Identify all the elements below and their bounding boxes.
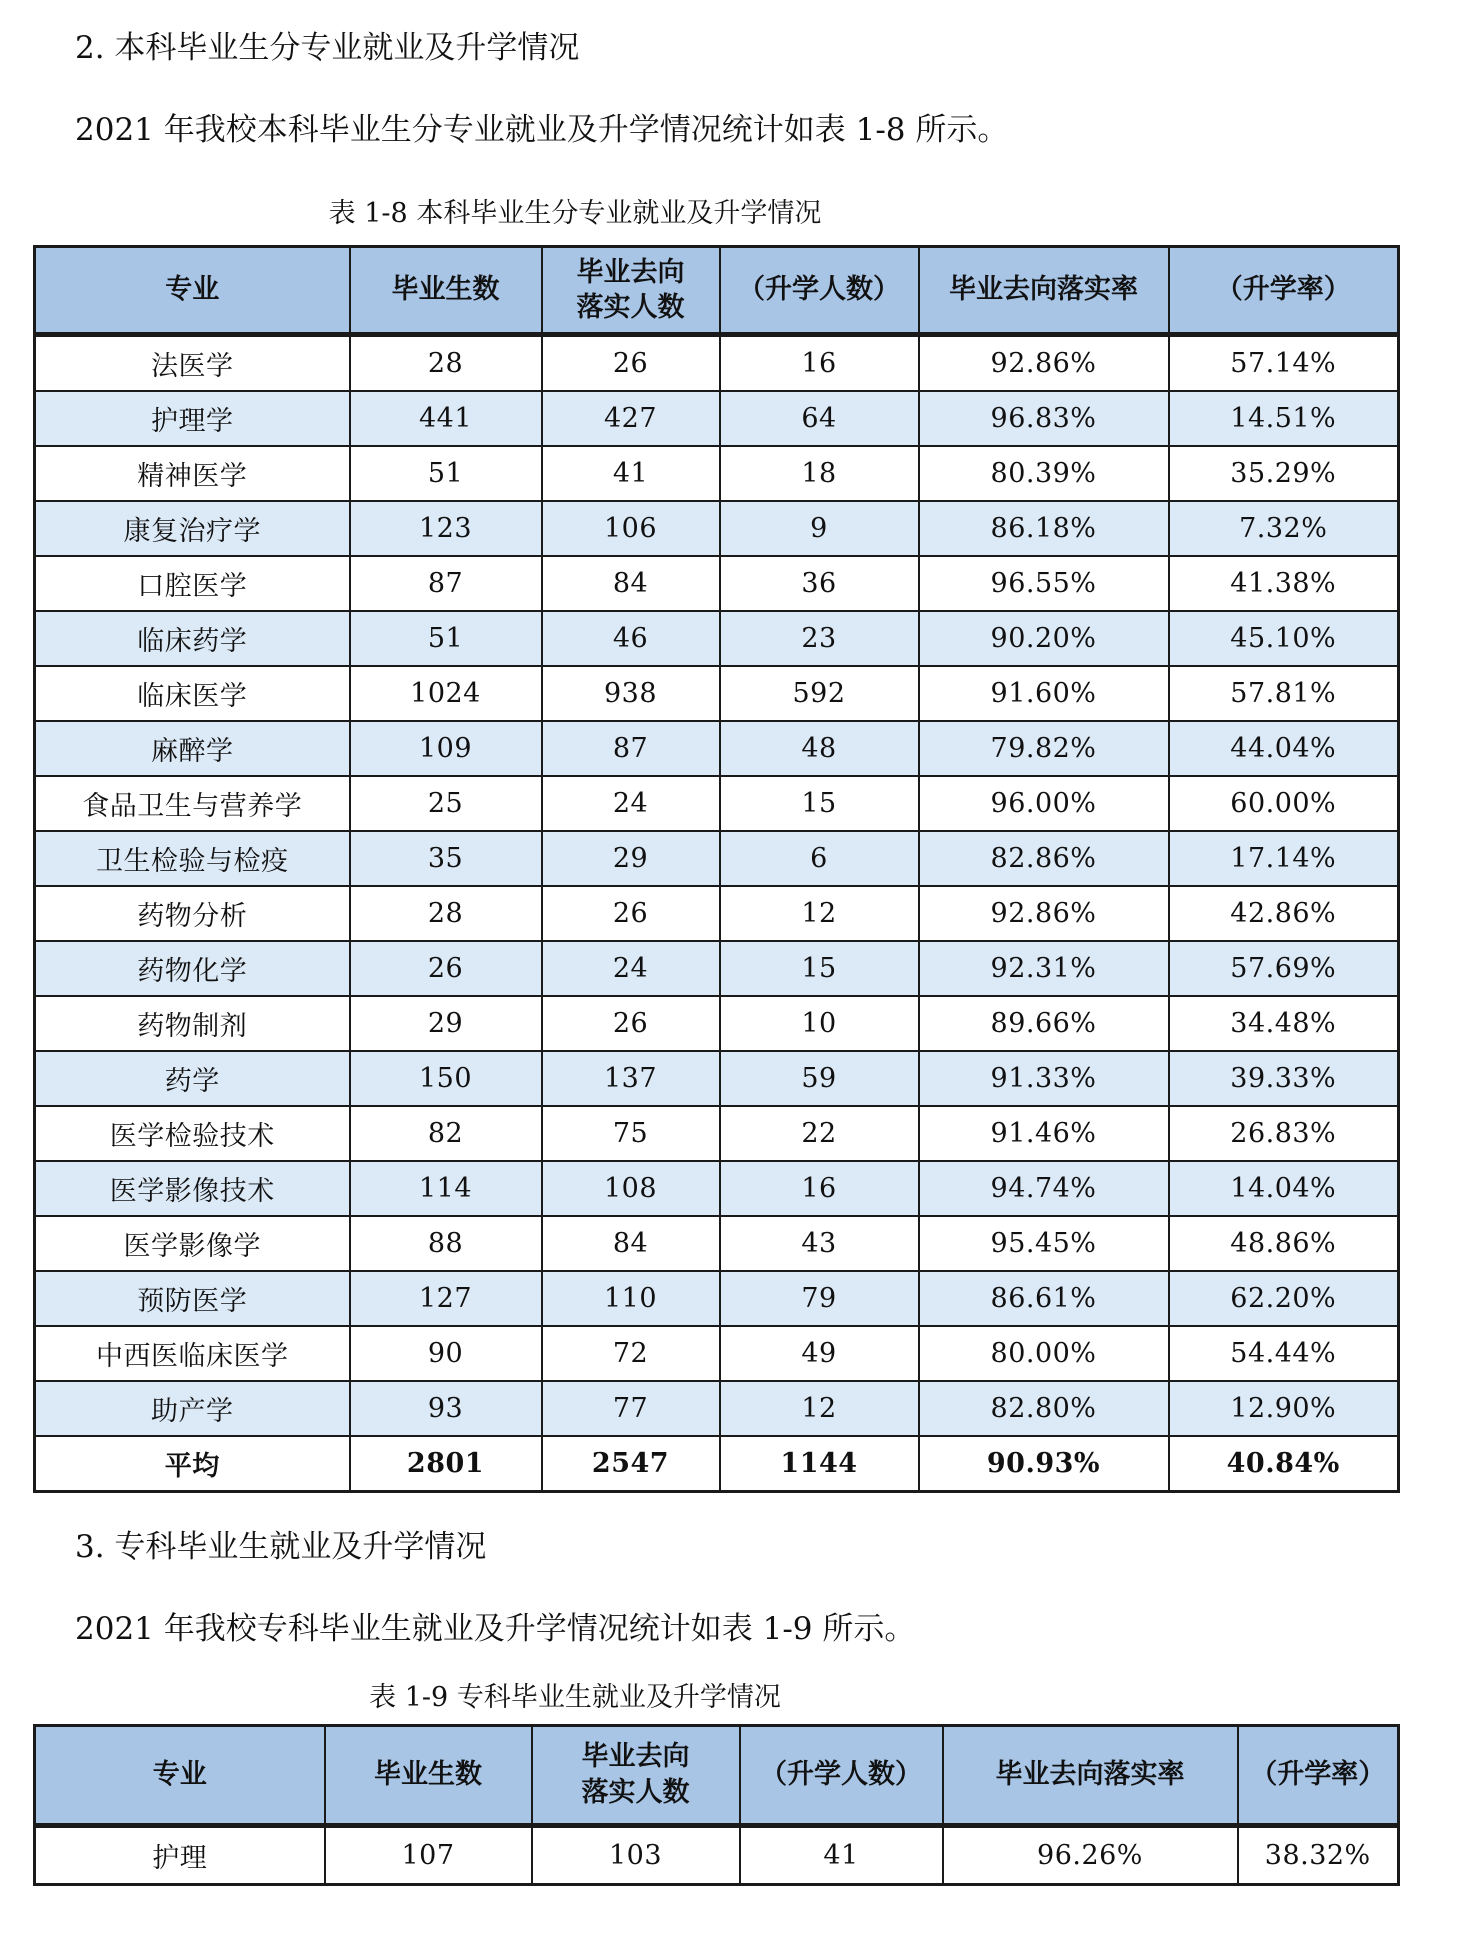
- value-cell: 87: [350, 556, 542, 611]
- major-name-cell: 预防医学: [35, 1271, 350, 1326]
- value-cell: 49: [720, 1326, 919, 1381]
- table-row: [35, 446, 1399, 501]
- table-1-9-body: [35, 1825, 1399, 1884]
- table-row: [35, 501, 1399, 556]
- value-cell: 82: [350, 1106, 542, 1161]
- column-header-line: 落实人数: [576, 291, 685, 323]
- value-cell: 75: [542, 1106, 720, 1161]
- table-row: [35, 611, 1399, 666]
- value-cell: 92.86%: [919, 886, 1169, 941]
- section-3-heading: 3. 专科毕业生就业及升学情况: [75, 1528, 487, 1565]
- column-header-line: （升学人数）: [738, 274, 900, 306]
- table-row: [35, 776, 1399, 831]
- value-cell: 2801: [350, 1436, 542, 1492]
- value-cell: 92.31%: [919, 941, 1169, 996]
- value-cell: 12: [720, 1381, 919, 1436]
- table-1-9: [33, 1724, 1400, 1886]
- table-row: [35, 941, 1399, 996]
- major-name-cell: 中西医临床医学: [35, 1326, 350, 1381]
- value-cell: 6: [720, 831, 919, 886]
- value-cell: 62.20%: [1169, 1271, 1399, 1326]
- value-cell: 12.90%: [1169, 1381, 1399, 1436]
- value-cell: 427: [542, 391, 720, 446]
- value-cell: 16: [720, 1161, 919, 1216]
- value-cell: 57.81%: [1169, 666, 1399, 721]
- value-cell: 1024: [350, 666, 542, 721]
- column-header: [35, 1725, 325, 1825]
- table-row: [35, 1271, 1399, 1326]
- table-row: [35, 996, 1399, 1051]
- table-row: [35, 1381, 1399, 1436]
- value-cell: 26.83%: [1169, 1106, 1399, 1161]
- table-1-9-header: [35, 1725, 1399, 1825]
- value-cell: 86.61%: [919, 1271, 1169, 1326]
- table-row: [35, 886, 1399, 941]
- value-cell: 36: [720, 556, 919, 611]
- value-cell: 22: [720, 1106, 919, 1161]
- column-header: [532, 1725, 740, 1825]
- value-cell: 57.14%: [1169, 334, 1399, 391]
- header-row: [35, 1725, 1399, 1825]
- value-cell: 40.84%: [1169, 1436, 1399, 1492]
- major-name-cell: 平均: [35, 1436, 350, 1492]
- major-name-cell: 药物制剂: [35, 996, 350, 1051]
- value-cell: 39.33%: [1169, 1051, 1399, 1106]
- column-header-line: 毕业生数: [374, 1759, 482, 1791]
- major-name-cell: 医学影像技术: [35, 1161, 350, 1216]
- value-cell: 15: [720, 776, 919, 831]
- value-cell: 79.82%: [919, 721, 1169, 776]
- value-cell: 23: [720, 611, 919, 666]
- table-1-8-body: [35, 334, 1399, 1491]
- major-name-cell: 精神医学: [35, 446, 350, 501]
- value-cell: 28: [350, 334, 542, 391]
- value-cell: 41.38%: [1169, 556, 1399, 611]
- major-name-cell: 食品卫生与营养学: [35, 776, 350, 831]
- major-name-cell: 医学检验技术: [35, 1106, 350, 1161]
- value-cell: 127: [350, 1271, 542, 1326]
- value-cell: 77: [542, 1381, 720, 1436]
- value-cell: 9: [720, 501, 919, 556]
- column-header: [35, 246, 350, 334]
- value-cell: 82.86%: [919, 831, 1169, 886]
- value-cell: 103: [532, 1825, 740, 1884]
- value-cell: 17.14%: [1169, 831, 1399, 886]
- value-cell: 15: [720, 941, 919, 996]
- major-name-cell: 法医学: [35, 334, 350, 391]
- value-cell: 110: [542, 1271, 720, 1326]
- value-cell: 86.18%: [919, 501, 1169, 556]
- column-header-line: 毕业生数: [391, 274, 500, 306]
- value-cell: 72: [542, 1326, 720, 1381]
- value-cell: 41: [740, 1825, 943, 1884]
- value-cell: 34.48%: [1169, 996, 1399, 1051]
- value-cell: 10: [720, 996, 919, 1051]
- column-header-line: （升学率）: [1215, 274, 1351, 306]
- value-cell: 64: [720, 391, 919, 446]
- value-cell: 91.46%: [919, 1106, 1169, 1161]
- value-cell: 1144: [720, 1436, 919, 1492]
- value-cell: 29: [350, 996, 542, 1051]
- value-cell: 89.66%: [919, 996, 1169, 1051]
- value-cell: 18: [720, 446, 919, 501]
- value-cell: 54.44%: [1169, 1326, 1399, 1381]
- value-cell: 90.20%: [919, 611, 1169, 666]
- value-cell: 12: [720, 886, 919, 941]
- table-row: [35, 391, 1399, 446]
- column-header: [1238, 1725, 1399, 1825]
- value-cell: 92.86%: [919, 334, 1169, 391]
- value-cell: 592: [720, 666, 919, 721]
- table-row: [35, 1825, 1399, 1884]
- column-header-line: 专业: [152, 1759, 207, 1791]
- value-cell: 96.26%: [943, 1825, 1238, 1884]
- value-cell: 29: [542, 831, 720, 886]
- value-cell: 35.29%: [1169, 446, 1399, 501]
- value-cell: 16: [720, 334, 919, 391]
- major-name-cell: 助产学: [35, 1381, 350, 1436]
- value-cell: 45.10%: [1169, 611, 1399, 666]
- value-cell: 137: [542, 1051, 720, 1106]
- value-cell: 46: [542, 611, 720, 666]
- column-header-line: 毕业去向: [581, 1741, 690, 1773]
- column-header: [943, 1725, 1238, 1825]
- value-cell: 51: [350, 611, 542, 666]
- section-3-intro: 2021 年我校专科毕业生就业及升学情况统计如表 1-9 所示。: [75, 1610, 916, 1647]
- value-cell: 88: [350, 1216, 542, 1271]
- value-cell: 90: [350, 1326, 542, 1381]
- value-cell: 94.74%: [919, 1161, 1169, 1216]
- header-row: [35, 246, 1399, 334]
- major-name-cell: 药学: [35, 1051, 350, 1106]
- value-cell: 25: [350, 776, 542, 831]
- value-cell: 96.55%: [919, 556, 1169, 611]
- table-row: [35, 1161, 1399, 1216]
- column-header: [720, 246, 919, 334]
- value-cell: 80.39%: [919, 446, 1169, 501]
- column-header-line: （升学率）: [1250, 1759, 1386, 1791]
- value-cell: 82.80%: [919, 1381, 1169, 1436]
- value-cell: 59: [720, 1051, 919, 1106]
- table-row: [35, 721, 1399, 776]
- column-header-line: 专业: [165, 274, 220, 306]
- column-header-line: 毕业去向落实率: [949, 274, 1138, 306]
- table-row: [35, 1216, 1399, 1271]
- section-2-heading: 2. 本科毕业生分专业就业及升学情况: [75, 30, 580, 66]
- value-cell: 84: [542, 1216, 720, 1271]
- table-row: [35, 831, 1399, 886]
- value-cell: 114: [350, 1161, 542, 1216]
- table-row: [35, 556, 1399, 611]
- value-cell: 14.04%: [1169, 1161, 1399, 1216]
- column-header-line: 毕业去向落实率: [995, 1759, 1185, 1791]
- column-header: [325, 1725, 532, 1825]
- major-name-cell: 口腔医学: [35, 556, 350, 611]
- column-header-line: 落实人数: [581, 1776, 690, 1808]
- major-name-cell: 护理学: [35, 391, 350, 446]
- value-cell: 28: [350, 886, 542, 941]
- major-name-cell: 医学影像学: [35, 1216, 350, 1271]
- value-cell: 107: [325, 1825, 532, 1884]
- table-1-8-title: 表 1-8 本科毕业生分专业就业及升学情况: [328, 197, 822, 229]
- table-row: [35, 666, 1399, 721]
- column-header-line: 毕业去向: [576, 256, 685, 288]
- value-cell: 24: [542, 941, 720, 996]
- value-cell: 57.69%: [1169, 941, 1399, 996]
- value-cell: 24: [542, 776, 720, 831]
- value-cell: 26: [542, 886, 720, 941]
- value-cell: 26: [542, 334, 720, 391]
- table-1-8: [33, 245, 1400, 1493]
- major-name-cell: 护理: [35, 1825, 325, 1884]
- value-cell: 48: [720, 721, 919, 776]
- value-cell: 87: [542, 721, 720, 776]
- value-cell: 42.86%: [1169, 886, 1399, 941]
- major-name-cell: 临床医学: [35, 666, 350, 721]
- major-name-cell: 临床药学: [35, 611, 350, 666]
- major-name-cell: 康复治疗学: [35, 501, 350, 556]
- column-header: [350, 246, 542, 334]
- value-cell: 93: [350, 1381, 542, 1436]
- table-1-8-header: [35, 246, 1399, 334]
- column-header: [1169, 246, 1399, 334]
- summary-row: [35, 1436, 1399, 1492]
- value-cell: 44.04%: [1169, 721, 1399, 776]
- value-cell: 109: [350, 721, 542, 776]
- table-1-9-title: 表 1-9 专科毕业生就业及升学情况: [369, 1682, 781, 1714]
- value-cell: 84: [542, 556, 720, 611]
- column-header-line: （升学人数）: [760, 1759, 922, 1791]
- value-cell: 26: [350, 941, 542, 996]
- value-cell: 91.60%: [919, 666, 1169, 721]
- value-cell: 441: [350, 391, 542, 446]
- value-cell: 26: [542, 996, 720, 1051]
- value-cell: 80.00%: [919, 1326, 1169, 1381]
- value-cell: 150: [350, 1051, 542, 1106]
- table-row: [35, 1326, 1399, 1381]
- major-name-cell: 药物分析: [35, 886, 350, 941]
- value-cell: 2547: [542, 1436, 720, 1492]
- table-row: [35, 334, 1399, 391]
- value-cell: 35: [350, 831, 542, 886]
- value-cell: 106: [542, 501, 720, 556]
- value-cell: 95.45%: [919, 1216, 1169, 1271]
- column-header: [740, 1725, 943, 1825]
- value-cell: 90.93%: [919, 1436, 1169, 1492]
- major-name-cell: 麻醉学: [35, 721, 350, 776]
- value-cell: 7.32%: [1169, 501, 1399, 556]
- table-row: [35, 1106, 1399, 1161]
- table-row: [35, 1051, 1399, 1106]
- value-cell: 108: [542, 1161, 720, 1216]
- major-name-cell: 卫生检验与检疫: [35, 831, 350, 886]
- value-cell: 41: [542, 446, 720, 501]
- value-cell: 79: [720, 1271, 919, 1326]
- major-name-cell: 药物化学: [35, 941, 350, 996]
- section-2-intro: 2021 年我校本科毕业生分专业就业及升学情况统计如表 1-8 所示。: [75, 111, 1009, 148]
- value-cell: 96.00%: [919, 776, 1169, 831]
- value-cell: 96.83%: [919, 391, 1169, 446]
- value-cell: 91.33%: [919, 1051, 1169, 1106]
- column-header: [542, 246, 720, 334]
- value-cell: 123: [350, 501, 542, 556]
- value-cell: 43: [720, 1216, 919, 1271]
- value-cell: 60.00%: [1169, 776, 1399, 831]
- value-cell: 48.86%: [1169, 1216, 1399, 1271]
- value-cell: 14.51%: [1169, 391, 1399, 446]
- column-header: [919, 246, 1169, 334]
- value-cell: 51: [350, 446, 542, 501]
- value-cell: 938: [542, 666, 720, 721]
- value-cell: 38.32%: [1238, 1825, 1399, 1884]
